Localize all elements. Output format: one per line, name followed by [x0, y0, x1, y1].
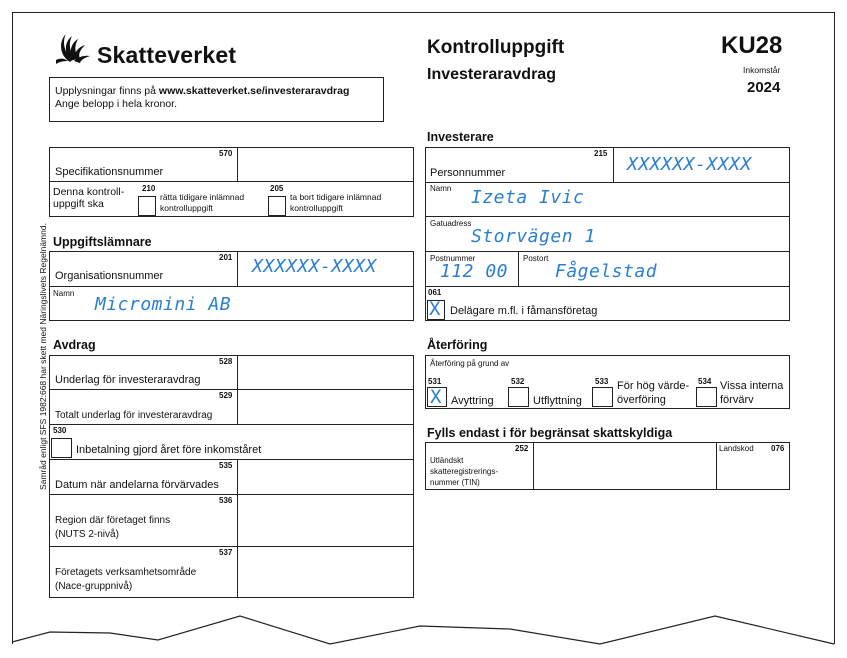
- address-label: Gatuadress: [430, 219, 472, 228]
- tin-value-field[interactable]: [534, 443, 715, 489]
- divider: [237, 546, 238, 598]
- divider: [237, 459, 238, 495]
- info-line-2: Ange belopp i hela kronor.: [55, 98, 178, 110]
- excess-transfer-checkbox[interactable]: [592, 387, 613, 407]
- code-210: 210: [142, 184, 156, 193]
- internal-acquisition-checkbox[interactable]: [696, 387, 717, 407]
- org-number-label: Organisationsnummer: [55, 270, 164, 282]
- acquisition-date-label: Datum när andelarna förvärvades: [55, 479, 219, 491]
- code-076: 076: [771, 444, 785, 453]
- emigration-label: Utflyttning: [533, 395, 582, 407]
- internal-acquisition-sublabel: förvärv: [720, 394, 754, 406]
- remove-previous-checkbox[interactable]: [268, 196, 286, 216]
- divider: [237, 389, 238, 425]
- payment-year-before-label: Inbetalning gjord året före inkomståret: [76, 444, 262, 456]
- code-215: 215: [594, 149, 608, 158]
- spec-number-label: Specifikationsnummer: [55, 166, 164, 178]
- section-limited-tax: Fylls endast i för begränsat skattskyldiga: [427, 426, 673, 440]
- total-underlag-label: Totalt underlag för investeraravdrag: [55, 410, 213, 421]
- section-investerare: Investerare: [427, 130, 494, 144]
- country-code-field[interactable]: [717, 456, 789, 489]
- city-label: Postort: [523, 254, 549, 263]
- correct-previous-label: rätta tidigare inlämnad kontrolluppgift: [160, 192, 245, 213]
- personal-number-value: XXXXXX-XXXX: [627, 154, 752, 175]
- co-owner-label: Delägare m.fl. i fåmansföretag: [450, 305, 598, 317]
- tin-label-2: skatteregistrerings-: [430, 467, 499, 476]
- code-536: 536: [219, 496, 233, 505]
- region-label: Region där företaget finns: [55, 515, 171, 526]
- page-border-top: [12, 12, 835, 13]
- code-532: 532: [511, 377, 525, 386]
- postal-code-label: Postnummer: [430, 254, 476, 263]
- divider: [237, 251, 238, 287]
- reporter-name-label: Namn: [53, 289, 75, 298]
- reversal-reason-label: Återföring på grund av: [430, 359, 510, 368]
- code-529: 529: [219, 391, 233, 400]
- form-subtitle: Investeraravdrag: [427, 66, 556, 83]
- code-530: 530: [53, 426, 67, 435]
- income-year: 2024: [747, 79, 781, 96]
- correct-previous-checkbox[interactable]: [138, 196, 156, 216]
- income-year-label: Inkomstår: [743, 65, 781, 75]
- region-sublabel: (NUTS 2-nivå): [55, 529, 119, 540]
- code-528: 528: [219, 357, 233, 366]
- form-title: Kontrolluppgift: [427, 37, 565, 58]
- code-061: 061: [428, 288, 442, 297]
- side-note: Samråd enligt SFS 1982:668 har skett med Näringslivets Regelnämnd.: [38, 223, 48, 490]
- investor-name-label: Namn: [430, 184, 452, 193]
- investor-name-value: Izeta Ivic: [471, 187, 585, 208]
- remove-previous-label: ta bort tidigare inlämnad kontrolluppgift: [290, 192, 382, 213]
- divider: [613, 147, 614, 183]
- divider: [237, 355, 238, 390]
- postal-code-value[interactable]: 112 00: [440, 261, 509, 282]
- tin-label-3: nummer (TIN): [430, 478, 480, 487]
- personal-number-label: Personnummer: [430, 167, 506, 179]
- section-aterforing: Återföring: [427, 338, 488, 352]
- excess-transfer-label: För hög värde-: [617, 380, 690, 392]
- address-value: Storvägen 1: [471, 226, 596, 247]
- page-border-left: [12, 12, 13, 644]
- code-535: 535: [219, 461, 233, 470]
- info-url[interactable]: www.skatteverket.se/investeraravdrag: [158, 85, 350, 97]
- code-201: 201: [219, 253, 233, 262]
- divider: [237, 494, 238, 547]
- correction-label: Denna kontroll-uppgift ska: [53, 186, 125, 210]
- code-534: 534: [698, 377, 712, 386]
- section-uppgiftslamnare: Uppgiftslämnare: [53, 235, 152, 249]
- section-avdrag: Avdrag: [53, 338, 96, 352]
- torn-edge: [0, 600, 847, 658]
- internal-acquisition-label: Vissa interna: [720, 380, 784, 392]
- code-205: 205: [270, 184, 284, 193]
- divider: [518, 251, 519, 287]
- page-border-right: [834, 12, 835, 644]
- city-value[interactable]: Fågelstad: [555, 261, 658, 282]
- agency-name: Skatteverket: [97, 42, 237, 68]
- code-533: 533: [595, 377, 609, 386]
- info-prefix: Upplysningar finns på: [55, 85, 159, 97]
- divider: [237, 147, 238, 182]
- divestment-label: Avyttring: [451, 395, 494, 407]
- code-252: 252: [515, 444, 529, 453]
- org-number-value: XXXXXX-XXXX: [252, 256, 377, 277]
- form-code: KU28: [721, 32, 783, 59]
- payment-year-before-checkbox[interactable]: [51, 438, 72, 458]
- tin-label-1: Utländskt: [430, 456, 464, 465]
- skatteverket-logo-icon: [50, 30, 92, 66]
- emigration-checkbox[interactable]: [508, 387, 529, 407]
- code-537: 537: [219, 548, 233, 557]
- excess-transfer-sublabel: överföring: [617, 394, 666, 406]
- country-code-label: Landskod: [719, 444, 754, 453]
- business-area-label: Företagets verksamhetsområde: [55, 567, 197, 578]
- underlag-label: Underlag för investeraravdrag: [55, 374, 201, 386]
- info-line-1: [55, 85, 349, 97]
- business-area-sublabel: (Nace-gruppnivå): [55, 581, 133, 592]
- co-owner-check-mark: X: [429, 298, 441, 320]
- reporter-name-value: Micromini AB: [95, 294, 232, 315]
- divestment-check-mark: X: [430, 386, 442, 408]
- code-570: 570: [219, 149, 233, 158]
- code-531: 531: [428, 377, 442, 386]
